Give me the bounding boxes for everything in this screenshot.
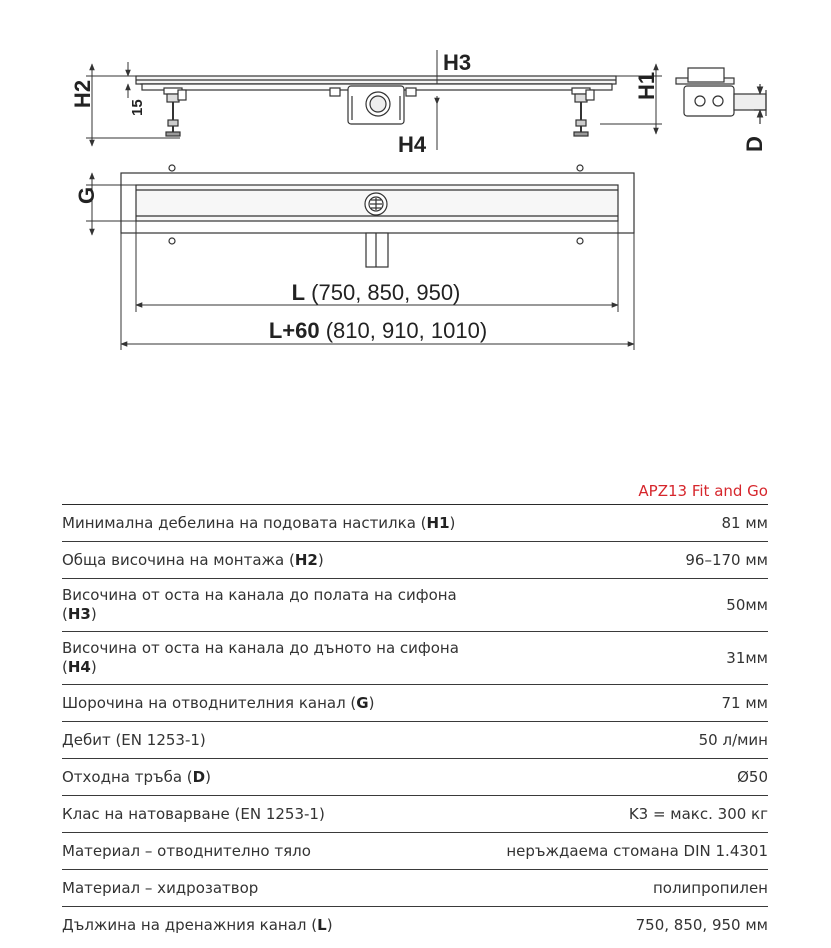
spec-label-suffix: ) xyxy=(326,915,333,934)
spec-label-symbol: H3 xyxy=(67,605,91,623)
spec-value: 81 мм xyxy=(721,513,768,532)
spec-label-text: Клас на натоварване (EN 1253-1) xyxy=(62,804,325,823)
spec-row xyxy=(62,758,768,795)
dim-h2-label: H2 xyxy=(70,79,95,109)
spec-label-suffix: ) xyxy=(368,693,375,712)
spec-label-symbol: L xyxy=(317,915,327,934)
spec-label xyxy=(62,586,492,624)
top-view xyxy=(121,165,634,267)
spec-label xyxy=(62,768,211,787)
spec-label xyxy=(62,731,206,750)
side-view xyxy=(136,76,616,136)
spec-value: 50 л/мин xyxy=(698,730,768,749)
spec-label xyxy=(62,514,455,533)
spec-rows xyxy=(62,504,768,943)
spec-value: Ø50 xyxy=(737,767,768,786)
spec-row xyxy=(62,541,768,578)
spec-value: 750, 850, 950 мм xyxy=(635,915,768,934)
spec-label xyxy=(62,916,333,935)
spec-value: неръждаема стомана DIN 1.4301 xyxy=(506,841,768,860)
spec-row xyxy=(62,832,768,869)
spec-value: 31мм xyxy=(726,648,768,667)
side-view-labels xyxy=(70,50,767,157)
spec-row xyxy=(62,631,768,684)
spec-label-symbol: H2 xyxy=(294,550,318,569)
dim-l60-label xyxy=(269,318,487,343)
dim-d-label: D xyxy=(742,136,767,152)
spec-label-symbol: D xyxy=(192,767,206,786)
dim-15-label: 15 xyxy=(129,99,146,116)
dim-h1-label: H1 xyxy=(634,71,659,100)
spec-row xyxy=(62,721,768,758)
dim-l-rest: (750, 850, 950) xyxy=(305,280,461,305)
spec-row xyxy=(62,906,768,943)
spec-label-text: Материал – отводнително тяло xyxy=(62,841,311,860)
spec-label-text: Обща височина на монтажа ( xyxy=(62,550,295,569)
dim-l-label xyxy=(292,280,461,305)
spec-row xyxy=(62,684,768,721)
dim-g-label: G xyxy=(74,186,99,204)
spec-label xyxy=(62,879,258,898)
spec-label-text: Дължина на дренажния канал ( xyxy=(62,915,318,934)
spec-value: 50мм xyxy=(726,595,768,614)
spec-table xyxy=(62,478,768,943)
spec-row xyxy=(62,578,768,631)
spec-label-suffix: ) xyxy=(317,550,324,569)
spec-row xyxy=(62,869,768,906)
spec-label-symbol: H4 xyxy=(67,658,91,676)
spec-value: K3 = макс. 300 кг xyxy=(628,804,768,823)
spec-label xyxy=(62,694,374,713)
spec-label-symbol: H1 xyxy=(426,513,450,532)
dim-l60-rest: (810, 910, 1010) xyxy=(319,318,488,343)
spec-label-text: Шорочина на отводнителния канал ( xyxy=(62,693,357,712)
spec-row xyxy=(62,504,768,541)
spec-row xyxy=(62,795,768,832)
dim-l60-bold: L+60 xyxy=(268,318,320,343)
spec-label-suffix: ) xyxy=(205,767,211,786)
dim-l-bold: L xyxy=(291,280,306,305)
spec-value: 96–170 мм xyxy=(685,550,768,569)
spec-label-text: Дебит (EN 1253-1) xyxy=(62,730,206,749)
spec-label-suffix: ) xyxy=(449,513,456,532)
spec-label xyxy=(62,639,492,677)
spec-value: 71 мм xyxy=(721,693,768,712)
spec-label xyxy=(62,551,324,570)
spec-label xyxy=(62,805,325,824)
dim-h4-label: H4 xyxy=(398,132,427,157)
spec-label-text: Отходна тръба ( xyxy=(62,767,193,786)
spec-label-suffix: ) xyxy=(90,658,97,676)
spec-label-symbol: G xyxy=(356,693,369,712)
spec-label-text: Височина от оста на канала до полата на сифона ( xyxy=(62,586,457,623)
spec-value: полипропилен xyxy=(652,878,768,897)
spec-label xyxy=(62,842,311,861)
product-name: APZ13 Fit and Go xyxy=(638,482,768,500)
technical-drawing xyxy=(0,0,831,380)
spec-label-suffix: ) xyxy=(90,605,97,623)
dim-h3-label: H3 xyxy=(443,50,472,75)
spec-label-text: Материал – хидрозатвор xyxy=(62,878,259,897)
end-view xyxy=(676,68,766,124)
spec-label-text: Височина от оста на канала до дъното на сифона ( xyxy=(62,639,459,676)
spec-label-text: Минимална дебелина на подовата настилка ( xyxy=(62,513,427,532)
